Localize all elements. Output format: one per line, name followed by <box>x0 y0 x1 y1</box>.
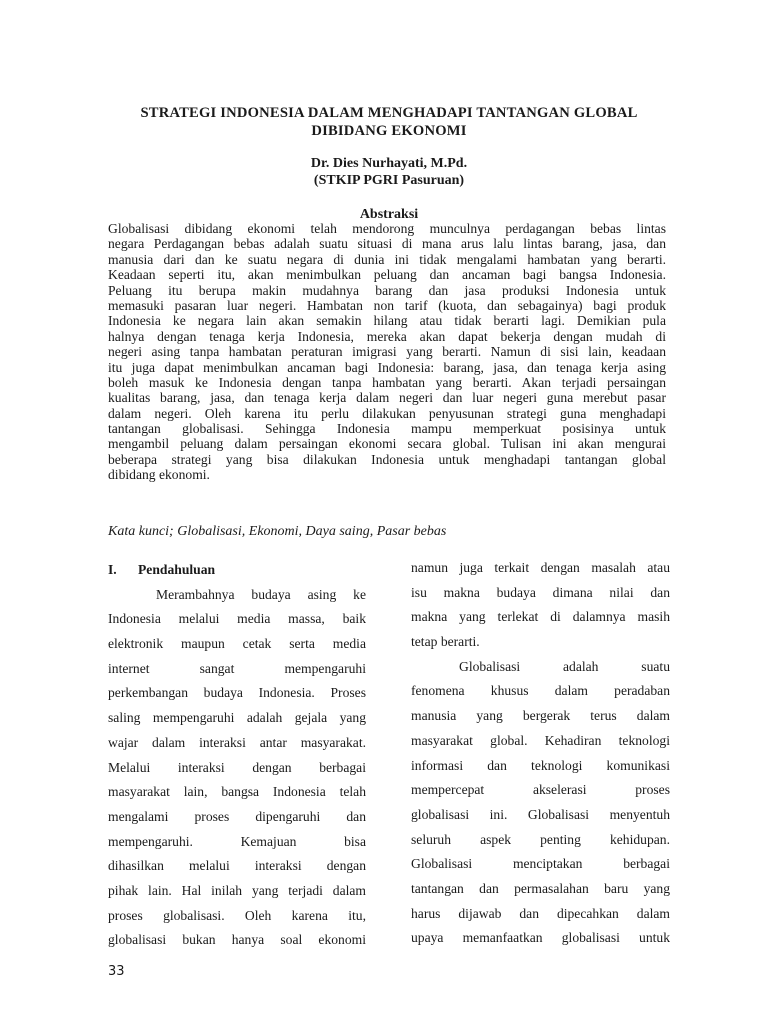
author-name: Dr. Dies Nurhayati, M.Pd. <box>310 156 468 171</box>
abstract-line: Keadaan seperti itu, akan menimbulkan peluang dan ancaman bagi bangsa Indonesia. <box>108 267 666 283</box>
body-line: globalisasi bukan hanya soal ekonomi <box>108 932 366 948</box>
body-line: Melalui interaksi dengan berbagai <box>108 759 366 775</box>
body-line: namun juga terkait dengan masalah atau <box>411 560 670 575</box>
body-line: mempengaruhi. Kemajuan bisa <box>108 833 366 849</box>
body-line: tetap berarti. <box>411 634 480 650</box>
body-line: elektronik maupun cetak serta media <box>108 636 366 652</box>
abstract-line: itu juga dapat menimbulkan ancaman bagi Indonesia: barang, jasa, dan tenaga kerja asing <box>108 359 666 375</box>
section-title: Pendahuluan <box>138 562 216 577</box>
body-line: dihasilkan melalui interaksi dengan <box>108 858 366 874</box>
paper-title <box>108 104 670 140</box>
right-column <box>411 556 670 951</box>
abstract-line: tantangan globalisasi. Sehingga Indonesia mampu memperkuat posisinya untuk <box>108 421 666 437</box>
abstract-body <box>108 221 666 483</box>
body-line: internet sangat mempengaruhi <box>108 660 366 676</box>
body-line: perkembangan budaya Indonesia. Proses <box>108 685 366 701</box>
body-line: mengalami proses dipengaruhi dan <box>108 808 366 824</box>
abstract-line: boleh masuk ke Indonesia dengan tanpa hambatan yang berarti. Akan terjadi persaingan <box>108 374 666 390</box>
body-line: Indonesia melalui media massa, baik <box>108 611 366 627</box>
page-number: 33 <box>108 964 125 979</box>
body-line: makna yang terlekat di dalamnya masih <box>411 609 670 625</box>
author-block <box>108 155 670 189</box>
body-line: wajar dalam interaksi antar masyarakat. <box>108 734 366 750</box>
body-line: Globalisasi adalah suatu <box>459 658 670 674</box>
abstract-line: manusia dari dan ke suatu negara di dunia ini tidak mengalami hambatan yang berarti. <box>108 251 666 267</box>
abstract-line: kualitas barang, jasa, dan tenaga kerja dalam negeri dan luar negeri guna merebut pasar <box>108 390 666 406</box>
body-line: pihak lain. Hal inilah yang terjadi dalam <box>108 882 366 898</box>
body-line: tantangan dan permasalahan baru yang <box>411 880 670 896</box>
body-line: upaya memanfaatkan globalisasi untuk <box>411 930 670 946</box>
section-heading <box>108 558 366 583</box>
abstract-line: beberapa strategi yang bisa dilakukan Indonesia untuk menghadapi tantangan global <box>108 451 666 467</box>
body-line: manusia yang bergerak terus dalam <box>411 708 670 724</box>
paper-title-line-2: DIBIDANG EKONOMI <box>311 123 467 139</box>
body-line: globalisasi ini. Globalisasi menyentuh <box>411 806 670 822</box>
body-line: harus dijawab dan dipecahkan dalam <box>411 905 670 921</box>
author-affiliation: (STKIP PGRI Pasuruan) <box>313 173 465 188</box>
body-line: isu makna budaya dimana nilai dan <box>411 584 670 600</box>
body-line: Globalisasi menciptakan berbagai <box>411 856 670 872</box>
body-line: masyarakat lain, bangsa Indonesia telah <box>108 784 366 800</box>
abstract-line: mengambil peluang dalam persaingan ekonomi secara global. Tulisan ini akan mengurai <box>108 436 666 452</box>
abstract-line: Peluang itu berupa makin mudahnya barang dan jasa produksi Indonesia untuk <box>108 282 666 298</box>
paper-title-line-1: STRATEGI INDONESIA DALAM MENGHADAPI TANTANGAN GLOBAL <box>140 105 638 121</box>
abstract-line: dibidang ekonomi. <box>108 467 210 483</box>
abstract-line: negeri asing tanpa hambatan peraturan imigrasi yang berarti. Namun di sisi lain, keadaan <box>108 344 666 360</box>
keywords: Kata kunci; Globalisasi, Ekonomi, Daya saing, Pasar bebas <box>108 524 447 539</box>
abstract-line: Globalisasi dibidang ekonomi telah mendorong munculnya perdagangan bebas lintas <box>108 221 666 236</box>
abstract-line: negara Perdagangan bebas adalah suatu situasi di mana arus lalu lintas barang, jasa, dan <box>108 236 666 252</box>
left-column <box>108 558 366 953</box>
body-line: fenomena khusus dalam peradaban <box>411 683 670 699</box>
body-line: Merambahnya budaya asing ke <box>156 586 366 602</box>
body-line: mempercepat akselerasi proses <box>411 782 670 798</box>
abstract-line: Indonesia ke negara lain akan semakin hilang atau tidak berarti lagi. Demikian pula <box>108 313 666 329</box>
section-number: I. <box>108 562 117 577</box>
abstract-line: memasuki pasaran luar negeri. Hambatan non tarif (kuota, dan sebagainya) bagi produk <box>108 297 666 313</box>
body-line: seluruh aspek penting kehidupan. <box>411 831 670 847</box>
body-line: proses globalisasi. Oleh karena itu, <box>108 907 366 923</box>
abstract-heading: Abstraksi <box>359 207 419 222</box>
body-line: masyarakat global. Kehadiran teknologi <box>411 732 670 748</box>
body-line: informasi dan teknologi komunikasi <box>411 757 670 773</box>
body-line: saling mempengaruhi adalah gejala yang <box>108 710 366 726</box>
abstract-line: halnya dengan tenaga kerja Indonesia, mereka akan dapat bekerja dengan mudah di <box>108 328 666 344</box>
abstract-line: dalam negeri. Oleh karena itu perlu dilakukan penyusunan strategi guna menghadapi <box>108 405 666 421</box>
